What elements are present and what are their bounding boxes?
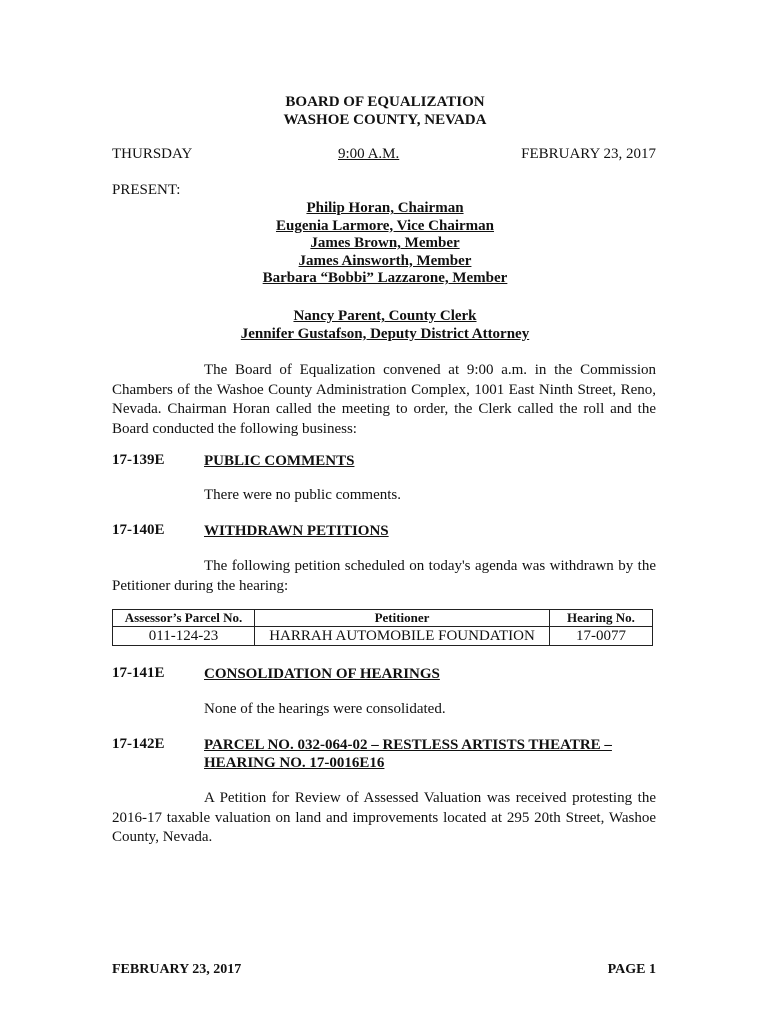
table-row <box>113 627 653 646</box>
intro-paragraph: The Board of Equalization convened at 9:00 a.m. in the Commission Chambers of the Washoe County Administration Complex, 1001 East Ninth Street, Reno, Nevada. Chairman Horan called the meeting to order, the Clerk called the roll and the Board conducted the following business: <box>112 362 656 437</box>
member-name: James Ainsworth, Member <box>298 252 472 269</box>
hearing-number-cell: 17-0077 <box>550 627 653 646</box>
item-body: A Petition for Review of Assessed Valuation was received protesting the 2016-17 taxable valuation on land and improvements located at 295 20th Street, Washoe County, Nevada. <box>112 790 656 845</box>
member-name: James Brown, Member <box>310 235 460 251</box>
footer-page-number: PAGE 1 <box>607 962 656 977</box>
item-number: 17-140E <box>112 522 165 538</box>
column-header: Assessor’s Parcel No. <box>113 610 255 627</box>
item-title: WITHDRAWN PETITIONS <box>204 523 389 539</box>
withdrawn-petitions-table <box>112 609 653 646</box>
column-header: Petitioner <box>255 610 550 627</box>
item-body: There were no public comments. <box>204 487 402 503</box>
item-number: 17-139E <box>112 452 165 468</box>
item-number: 17-141E <box>112 665 165 681</box>
document-header <box>0 94 770 129</box>
item-title <box>204 736 612 772</box>
official-name: Jennifer Gustafson, Deputy District Attorney <box>240 325 530 342</box>
item-title: PUBLIC COMMENTS <box>204 453 355 469</box>
header-line-2: WASHOE COUNTY, NEVADA <box>283 111 487 128</box>
present-label: PRESENT: <box>112 182 181 198</box>
header-line-1: BOARD OF EQUALIZATION <box>285 94 485 110</box>
members-list <box>0 200 770 288</box>
item-body: None of the hearings were consolidated. <box>204 701 446 717</box>
member-name: Barbara “Bobbi” Lazzarone, Member <box>262 270 508 286</box>
meeting-info-row <box>112 146 656 166</box>
footer-date: FEBRUARY 23, 2017 <box>112 962 242 977</box>
item-body: The following petition scheduled on today's agenda was withdrawn by the Petitioner during the hearing: <box>112 558 656 594</box>
meeting-time: 9:00 A.M. <box>338 146 400 162</box>
item-title-line: PARCEL NO. 032-064-02 – RESTLESS ARTISTS THEATRE – <box>204 737 612 753</box>
officials-list <box>0 308 770 343</box>
parcel-number-cell: 011-124-23 <box>113 627 255 646</box>
member-name: Philip Horan, Chairman <box>306 200 464 216</box>
member-name: Eugenia Larmore, Vice Chairman <box>275 217 495 234</box>
column-header: Hearing No. <box>550 610 653 627</box>
official-name: Nancy Parent, County Clerk <box>293 308 477 324</box>
table-header-row <box>113 610 653 627</box>
meeting-day: THURSDAY <box>112 146 193 162</box>
meeting-date: FEBRUARY 23, 2017 <box>521 146 656 162</box>
item-number: 17-142E <box>112 736 165 752</box>
item-title-line: HEARING NO. 17-0016E16 <box>204 755 385 771</box>
petitioner-cell: HARRAH AUTOMOBILE FOUNDATION <box>255 627 550 646</box>
item-title: CONSOLIDATION OF HEARINGS <box>204 666 440 682</box>
